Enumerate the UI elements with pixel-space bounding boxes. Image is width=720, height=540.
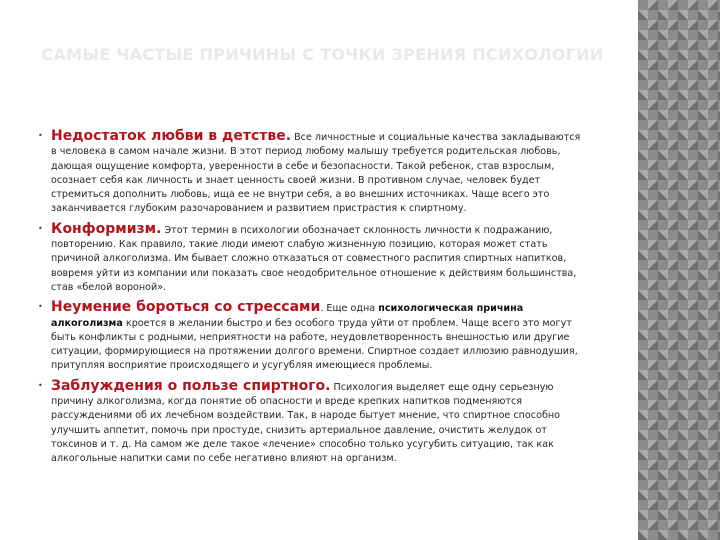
item-heading: Конформизм. — [51, 220, 162, 237]
item-text: Этот термин в психологии обозначает склонность личности к подражанию, повторению. Как правило, такие люди имеют слабую жизненную позицию, которая может стать причиной алкоголизма. Им бывает сложно отказаться от совместного распития спиртных напитков, вовремя уйти из компании или показать свое неодобрительное отношение к действиям большинства, став «белой вороной». — [51, 224, 577, 293]
item-text-lead: . Еще одна — [320, 303, 376, 315]
item-text: кроется в желании быстро и без особого труда уйти от проблем. Чаще всего это могут быть конфликты с родными, неприятности на работе, неудовлетворенность внешностью или другие ситуации, формирующиеся на протяжении долгого времени. Спиртное создает иллюзию равнодушия, притупляя восприятие происходящего и усугубляя имеющиеся проблемы. — [51, 317, 578, 372]
bullet-icon: • — [38, 302, 43, 312]
bullet-list — [38, 128, 586, 471]
item-text: Все личностные и социальные качества закладываются в человека в самом начале жизни. В этот период любому малышу требуется родительская любовь, дающая ощущение комфорта, уверенности в себе и безопасности. Такой ребенок, став взрослым, осознает себя как личность и знает ценность своей жизни. В противном случае, человек будет стремиться дополнить любовь, ища ее не внутри себя, а во внешних источниках. Чаще всего это заканчивается глубоким разочарованием и развитием пристрастия к спиртному. — [51, 132, 581, 215]
bullet-icon: • — [38, 131, 43, 140]
list-item — [38, 221, 586, 295]
bullet-icon: • — [38, 380, 43, 390]
list-item — [38, 128, 586, 217]
item-heading: Неумение бороться со стрессами — [51, 299, 321, 316]
list-item — [38, 299, 586, 373]
item-text: Психология выделяет еще одну серьезную причину алкоголизма, когда понятие об опасности и вреде крепких напитков подменяются рассуждениями об их лечебном воздействии. Так, в народе бытует мнение, что спиртное способно улучшить аппетит, помочь при простуде, снизить артериальное давление, очистить желудок от токсинов и т. д. На самом же деле такое «лечение» способно только усугубить ситуацию, так как алкогольные напитки сами по себе негативно влияют на организм. — [51, 381, 561, 465]
item-heading: Недостаток любви в детстве. — [51, 128, 292, 144]
item-heading: Заблуждения о пользе спиртного. — [51, 377, 331, 394]
slide-title: САМЫЕ ЧАСТЫЕ ПРИЧИНЫ С ТОЧКИ ЗРЕНИЯ ПСИХОЛОГИИ — [41, 45, 604, 64]
item-strong-phrase: психологическая причина алкоголизма — [51, 303, 524, 329]
bullet-icon: • — [38, 223, 43, 233]
list-item — [38, 378, 586, 467]
decorative-side-pattern — [638, 0, 720, 540]
